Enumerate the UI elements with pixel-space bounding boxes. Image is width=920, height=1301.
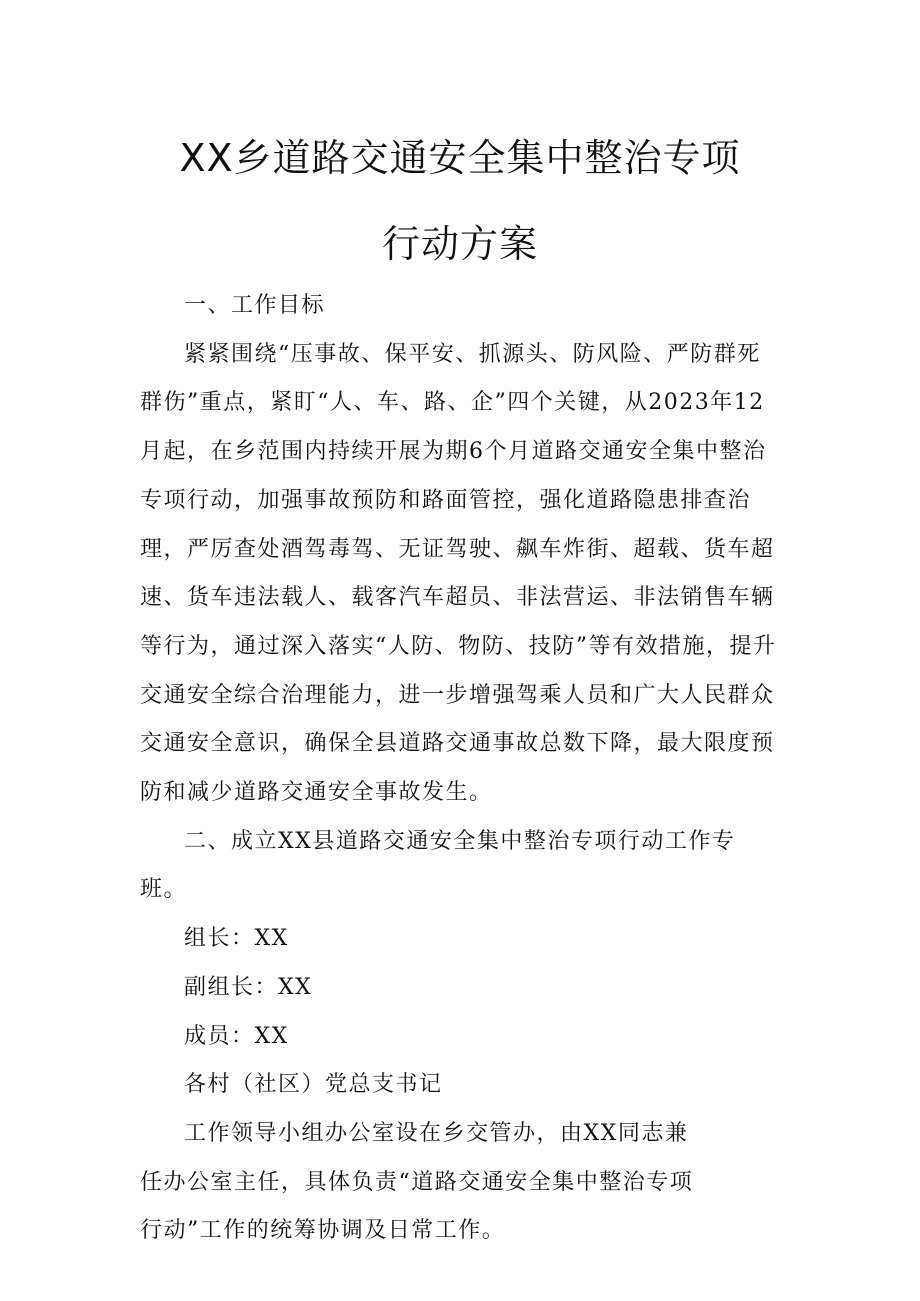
section1-paragraph: 紧紧围绕“压事故、保平安、抓源头、防风险、严防群死群伤”重点，紧盯“人、车、路、企”四个关键，从2023年12月起，在乡范围内持续开展为期6个月道路交通安全集中整治专项行动，加强事故预防和路面管控，强化道路隐患排查治理，严厉查处酒驾毒驾、无证驾驶、飙车炸街、超载、货车超速、货车违法载人、载客汽车超员、非法营运、非法销售车辆等行为，通过深入落实“人防、物防、技防”等有效措施，提升交通安全综合治理能力，进一步增强驾乘人员和广大人民群众交通安全意识，确保全县道路交通事故总数下降，最大限度预防和减少道路交通安全事故发生。 xyxy=(140,341,777,806)
members-line: 成员：XX xyxy=(184,1023,289,1049)
document-title-line2: 行动方案 xyxy=(381,222,538,266)
leader-line: 组长：XX xyxy=(184,926,289,952)
village-secretaries-line: 各村（社区）党总支书记 xyxy=(184,1072,443,1098)
section1-heading: 一、工作目标 xyxy=(184,293,326,318)
document-title-line1: XX乡道路交通安全集中整治专项 xyxy=(179,136,741,180)
document-body xyxy=(140,282,780,1256)
office-paragraph: 工作领导小组办公室设在乡交管办，由XX同志兼任办公室主任，具体负责“道路交通安全集中整治专项行动”工作的统筹协调及日常工作。 xyxy=(140,1120,694,1244)
deputy-leader-line: 副组长：XX xyxy=(184,974,313,1000)
section2-heading: 二、成立XX县道路交通安全集中整治专项行动工作专班。 xyxy=(140,828,736,903)
